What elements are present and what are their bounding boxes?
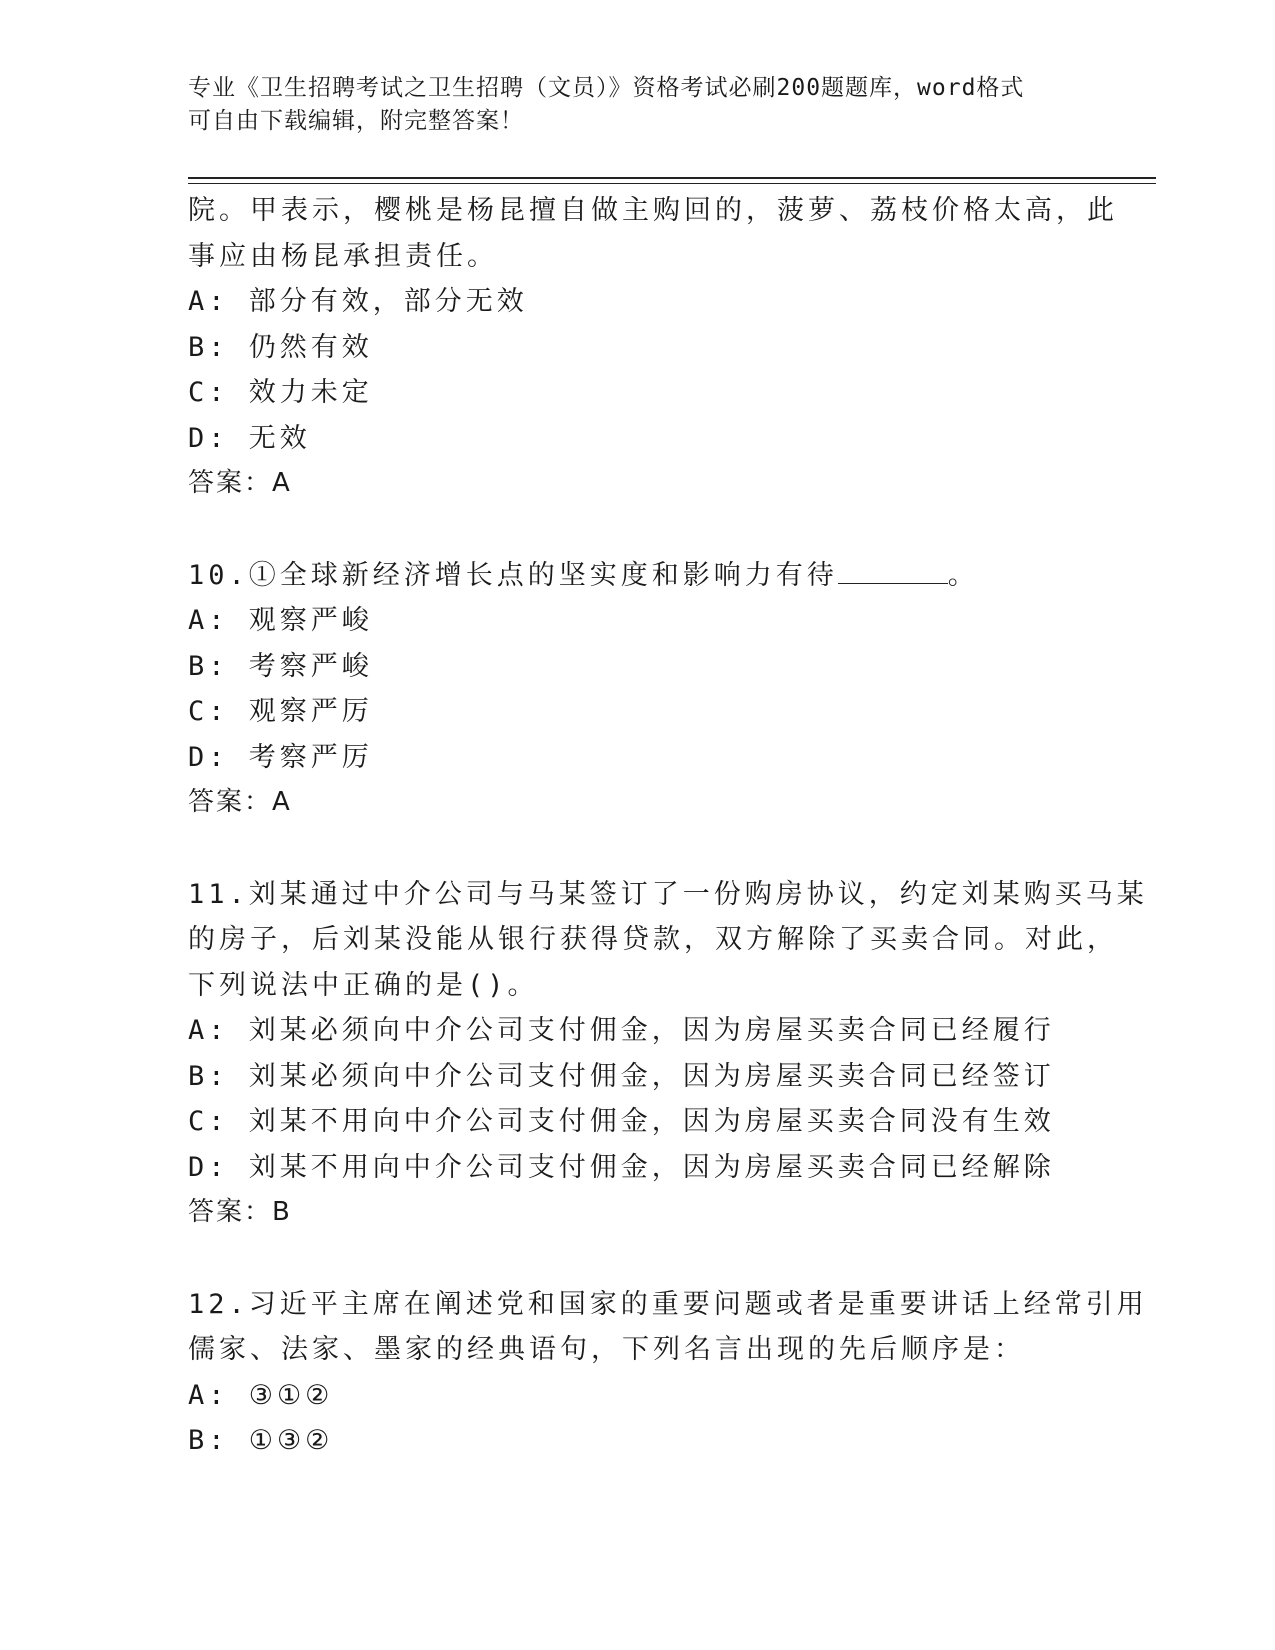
option-a: A: 部分有效，部分无效 [188, 286, 528, 317]
question-text-line: 事应由杨昆承担责任。 [188, 240, 498, 272]
question-text-line: 院。甲表示，樱桃是杨昆擅自做主购回的，菠萝、荔枝价格太高，此 [188, 195, 1118, 226]
header-divider-thin [188, 183, 1156, 184]
question-text-line: 下列说法中正确的是()。 [188, 969, 539, 1001]
answer-line: 答案：A [188, 468, 292, 498]
question-text-line: 11.刘某通过中介公司与马某签订了一份购房协议，约定刘某购买马某 [188, 878, 1148, 910]
header-divider-thick [188, 177, 1156, 179]
option-d: D: 刘某不用向中介公司支付佣金，因为房屋买卖合同已经解除 [188, 1151, 1055, 1183]
option-d: D: 考察严厉 [188, 741, 373, 773]
question-stem [188, 553, 1088, 599]
option-b: B: 刘某必须向中介公司支付佣金，因为房屋买卖合同已经签订 [188, 1060, 1055, 1092]
question-10 [188, 553, 1088, 826]
option-d: D: 无效 [188, 422, 311, 454]
question-9-continuation [188, 188, 1118, 507]
header-title-line-1: 专业《卫生招聘考试之卫生招聘（文员）》资格考试必刷200题题库，word格式 [188, 75, 1025, 101]
document-header [188, 72, 1088, 138]
question-text-line: 儒家、法家、墨家的经典语句，下列名言出现的先后顺序是： [188, 1334, 1025, 1365]
answer-line: 答案：B [188, 1197, 292, 1227]
option-c: C: 观察严厉 [188, 696, 373, 727]
option-b: B: 仍然有效 [188, 331, 373, 363]
fill-in-blank [838, 553, 948, 584]
question-12 [188, 1282, 1148, 1464]
question-text-line: 12.习近平主席在阐述党和国家的重要问题或者是重要讲话上经常引用 [188, 1288, 1148, 1320]
option-b: B: 考察严峻 [188, 650, 373, 682]
question-text-line: 的房子，后刘某没能从银行获得贷款，双方解除了买卖合同。对此， [188, 924, 1118, 955]
question-stem-text: 10.①全球新经济增长点的坚实度和影响力有待 [188, 559, 838, 591]
answer-line: 答案：A [188, 787, 292, 817]
option-a: A: 观察严峻 [188, 605, 373, 636]
option-a: A: 刘某必须向中介公司支付佣金，因为房屋买卖合同已经履行 [188, 1015, 1055, 1046]
document-body [188, 188, 1148, 1464]
question-stem-end: 。 [947, 559, 979, 591]
header-title-line-2: 可自由下载编辑，附完整答案！ [188, 108, 524, 134]
option-c: C: 刘某不用向中介公司支付佣金，因为房屋买卖合同没有生效 [188, 1106, 1055, 1137]
question-11 [188, 872, 1148, 1236]
option-b: B: ①③② [188, 1425, 334, 1456]
option-a: A: ③①② [188, 1379, 334, 1411]
option-c: C: 效力未定 [188, 377, 373, 408]
